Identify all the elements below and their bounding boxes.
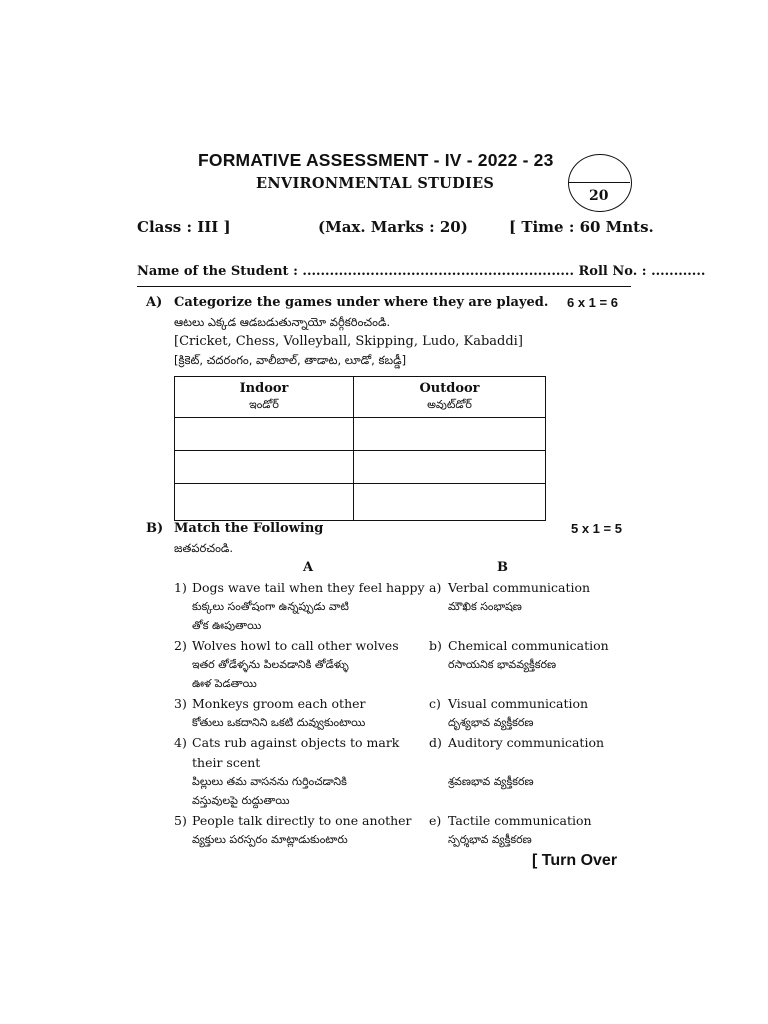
subject-title: ENVIRONMENTAL STUDIES [256, 175, 495, 192]
student-name-roll-line: Name of the Student : ............................................................ Roll No. : ............ [137, 264, 706, 279]
match-a-num: 1) [174, 580, 187, 595]
match-b-text-te: మౌఖిక సంభాషణ [448, 600, 522, 613]
match-a-text: Dogs wave tail when they feel happy [192, 580, 425, 595]
outdoor-cell[interactable] [354, 484, 546, 521]
outdoor-cell[interactable] [354, 451, 546, 484]
section-b-label: B) [146, 521, 164, 536]
match-a-num: 5) [174, 813, 187, 828]
outdoor-header-label-te: అవుట్‌డోర్ [427, 397, 472, 411]
max-marks-label: (Max. Marks : 20) [318, 218, 468, 236]
section-b-question-te: జతపరచండి. [174, 541, 234, 555]
match-b-letter: d) [429, 735, 442, 750]
turn-over-label: [ Turn Over [532, 852, 618, 869]
indoor-cell[interactable] [175, 418, 354, 451]
indoor-header [175, 377, 354, 418]
match-a-text-te: కోతులు ఒకదానిని ఒకటి దువ్వుకుంటాయి [192, 716, 366, 729]
match-a-text-te: వస్తువులపై రుద్దుతాయి [192, 794, 290, 807]
match-b-text: Chemical communication [448, 638, 609, 653]
table-row [175, 484, 546, 521]
total-marks-value: 20 [589, 188, 609, 204]
match-a-text-te: కుక్కలు సంతోషంగా ఉన్నప్పుడు వాటి [192, 600, 349, 613]
match-b-text-te: స్పర్శభావ వ్యక్తీకరణ [448, 833, 532, 846]
match-b-text: Tactile communication [448, 813, 592, 828]
section-a-marks: 6 x 1 = 6 [567, 295, 618, 310]
header-divider [137, 286, 631, 287]
match-a-num: 4) [174, 735, 187, 750]
time-label: [ Time : 60 Mnts. [509, 218, 654, 236]
outdoor-header-label: Outdoor [419, 380, 480, 396]
match-a-text-te: ఇతర తోడేళ్ళను పిలవడానికి తోడేళ్ళు [192, 658, 349, 671]
match-a-text-te: వ్యక్తులు పరస్పరం మాట్లాడుకుంటారు [192, 833, 348, 846]
match-b-letter: e) [429, 813, 442, 828]
match-a-text: Monkeys groom each other [192, 696, 366, 711]
match-a-num: 3) [174, 696, 187, 711]
match-a-text: their scent [192, 755, 261, 770]
match-b-text-te: శ్రవణభావ వ్యక్తీకరణ [448, 775, 534, 788]
indoor-header-label-te: ఇండోర్ [249, 397, 279, 411]
match-a-num: 2) [174, 638, 187, 653]
section-b-question: Match the Following [174, 521, 324, 536]
match-a-text: Wolves howl to call other wolves [192, 638, 399, 653]
match-b-text-te: రసాయనిక భావవ్యక్తీకరణ [448, 658, 557, 671]
section-a-games-list: [Cricket, Chess, Volleyball, Skipping, Ludo, Kabaddi] [174, 334, 523, 349]
match-a-text-te: ఊళ పెడతాయి [192, 677, 257, 690]
match-a-text-te: తోక ఊపుతాయి [192, 619, 262, 632]
section-a-games-list-te: [క్రికెట్, చదరంగం, వాలీబాల్, తాడాట, లూడో, కబడ్డీ] [174, 353, 407, 367]
match-a-text: Cats rub against objects to mark [192, 735, 400, 750]
section-a-question: Categorize the games under where they are played. [174, 295, 549, 310]
table-row [175, 451, 546, 484]
match-b-text-te: దృశ్యభావ వ్యక్తీకరణ [448, 716, 534, 729]
indoor-header-label: Indoor [239, 380, 289, 396]
indoor-cell[interactable] [175, 484, 354, 521]
total-marks-divider [569, 182, 630, 183]
match-b-letter: c) [429, 696, 441, 711]
section-a-question-te: ఆటలు ఎక్కడ ఆడబడుతున్నాయో వర్గీకరించండి. [174, 315, 391, 329]
column-a-heading: A [303, 560, 314, 575]
match-b-letter: a) [429, 580, 442, 595]
section-a-label: A) [146, 295, 163, 310]
match-b-text: Visual communication [448, 696, 589, 711]
exam-title: FORMATIVE ASSESSMENT - IV - 2022 - 23 [198, 150, 554, 170]
match-b-letter: b) [429, 638, 442, 653]
outdoor-cell[interactable] [354, 418, 546, 451]
outdoor-header [354, 377, 546, 418]
match-b-text: Auditory communication [448, 735, 605, 750]
column-b-heading: B [497, 560, 508, 575]
indoor-cell[interactable] [175, 451, 354, 484]
section-b-marks: 5 x 1 = 5 [571, 521, 622, 536]
match-a-text: People talk directly to one another [192, 813, 412, 828]
class-label: Class : III ] [137, 218, 231, 236]
games-table [174, 376, 546, 521]
table-row [175, 418, 546, 451]
match-a-text-te: పిల్లులు తమ వాసనను గుర్తించడానికి [192, 775, 347, 788]
match-b-text: Verbal communication [448, 580, 591, 595]
